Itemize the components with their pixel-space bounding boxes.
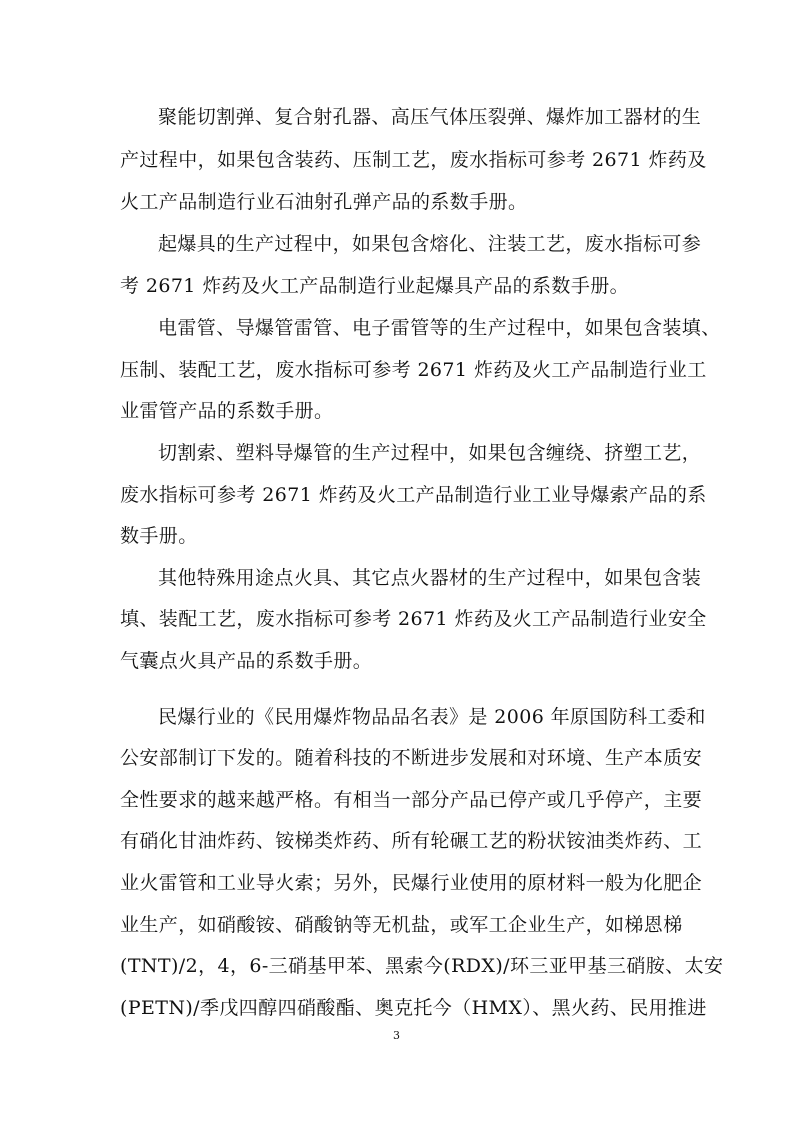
text-line: 业火雷管和工业导火索；另外，民爆行业使用的原材料一般为化肥企	[120, 872, 703, 894]
text-line: 压制、装配工艺，废水指标可参考 2671 炸药及火工产品制造行业工	[120, 359, 707, 381]
text-line: 全性要求的越来越严格。有相当一部分产品已停产或几乎停产，主要	[120, 789, 703, 811]
text-line: 数手册。	[120, 525, 198, 547]
text-line: 填、装配工艺，废水指标可参考 2671 炸药及火工产品制造行业安全	[120, 608, 707, 630]
text-line: 聚能切割弹、复合射孔器、高压气体压裂弹、爆炸加工器材的生	[158, 106, 702, 128]
text-line: 考 2671 炸药及火工产品制造行业起爆具产品的系数手册。	[120, 275, 630, 297]
text-line: 起爆具的生产过程中，如果包含熔化、注装工艺，废水指标可参	[158, 233, 702, 255]
text-line: 有硝化甘油炸药、铵梯类炸药、所有轮碾工艺的粉状铵油类炸药、工	[120, 830, 703, 852]
text-line: (TNT)/2，4，6-三硝基甲苯、黑索今(RDX)/环三亚甲基三硝胺、太安	[120, 955, 724, 977]
page-number: 3	[393, 1029, 400, 1042]
text-line: 业生产，如硝酸铵、硝酸钠等无机盐，或军工企业生产，如梯恩梯	[120, 914, 683, 936]
text-line: 电雷管、导爆管雷管、电子雷管等的生产过程中，如果包含装填、	[158, 317, 721, 339]
text-line: 切割索、塑料导爆管的生产过程中，如果包含缠绕、挤塑工艺，	[158, 442, 702, 464]
text-line: (PETN)/季戊四醇四硝酸酯、奥克托今（HMX）、黑火药、民用推进	[120, 997, 707, 1019]
text-line: 火工产品制造行业石油射孔弹产品的系数手册。	[120, 191, 528, 213]
text-line: 气囊点火具产品的系数手册。	[120, 650, 373, 672]
text-line: 废水指标可参考 2671 炸药及火工产品制造行业工业导爆索产品的系	[120, 484, 707, 506]
text-line: 业雷管产品的系数手册。	[120, 400, 334, 422]
text-line: 其他特殊用途点火具、其它点火器材的生产过程中，如果包含装	[158, 567, 702, 589]
text-line: 公安部制订下发的。随着科技的不断进步发展和对环境、生产本质安	[120, 747, 703, 769]
text-line: 民爆行业的《民用爆炸物品品名表》是 2006 年原国防科工委和	[158, 706, 706, 728]
text-line: 产过程中，如果包含装药、压制工艺，废水指标可参考 2671 炸药及	[120, 149, 707, 171]
